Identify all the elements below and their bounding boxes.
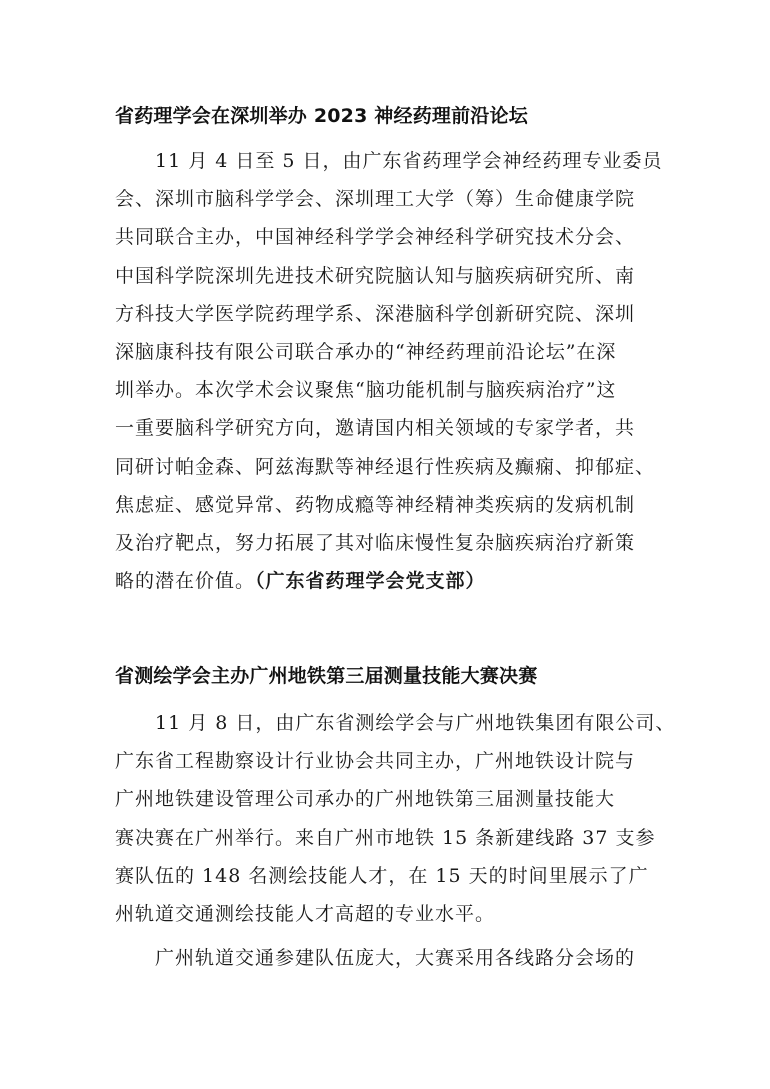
paragraph-line: 赛队伍的 148 名测绘技能人才，在 15 天的时间里展示了广 — [115, 864, 649, 887]
article-paragraph — [115, 704, 676, 933]
paragraph-line: 焦虑症、感觉异常、药物成瘾等神经精神类疾病的发病机制 — [115, 493, 636, 516]
paragraph-line: 圳举办。本次学术会议聚焦“脑功能机制与脑疾病治疗”这 — [115, 379, 617, 402]
paragraph-line: 赛决赛在广州举行。来自广州市地铁 15 条新建线路 37 支参 — [115, 826, 656, 849]
paragraph-line: 州轨道交通测绘技能人才高超的专业水平。 — [115, 902, 496, 925]
article-pharmacology-forum — [115, 102, 663, 600]
paragraph-line: 广州地铁建设管理公司承办的广州地铁第三届测量技能大 — [115, 788, 616, 811]
paragraph-line: 及治疗靶点，努力拓展了其对临床慢性复杂脑疾病治疗新策 — [115, 531, 636, 554]
article-surveying-contest — [115, 662, 676, 977]
paragraph-line: 广州轨道交通参建队伍庞大，大赛采用各线路分会场的 — [155, 947, 636, 970]
paragraph-line: 共同联合主办，中国神经科学学会神经科学研究技术分会、 — [115, 226, 636, 249]
article-paragraph — [115, 142, 663, 600]
paragraph-line: 深脑康科技有限公司联合承办的“神经药理前沿论坛”在深 — [115, 340, 617, 363]
paragraph-line: 中国科学院深圳先进技术研究院脑认知与脑疾病研究所、南 — [115, 264, 636, 287]
source-attribution: （广东省药理学会党支部） — [255, 570, 486, 593]
paragraph-line: 11 月 8 日，由广东省测绘学会与广州地铁集团有限公司、 — [155, 712, 676, 734]
paragraph-line: 一重要脑科学研究方向，邀请国内相关领域的专家学者，共 — [115, 417, 636, 440]
article-paragraph — [115, 939, 660, 977]
paragraph-line-text: 略的潜在价值。 — [115, 570, 256, 593]
paragraph-last-line — [115, 562, 660, 600]
paragraph-line: 广东省工程勘察设计行业协会共同主办，广州地铁设计院与 — [115, 750, 636, 773]
article-title: 省测绘学会主办广州地铁第三届测量技能大赛决赛 — [115, 665, 538, 687]
paragraph-line: 方科技大学医学院药理学系、深港脑科学创新研究院、深圳 — [115, 302, 636, 325]
article-title: 省药理学会在深圳举办 2023 神经药理前沿论坛 — [115, 105, 528, 127]
paragraph-line: 11 月 4 日至 5 日，由广东省药理学会神经药理专业委员 — [155, 150, 663, 172]
paragraph-line: 同研讨帕金森、阿兹海默等神经退行性疾病及癫痫、抑郁症、 — [115, 455, 656, 478]
paragraph-line: 会、深圳市脑科学学会、深圳理工大学（筹）生命健康学院 — [115, 188, 636, 211]
